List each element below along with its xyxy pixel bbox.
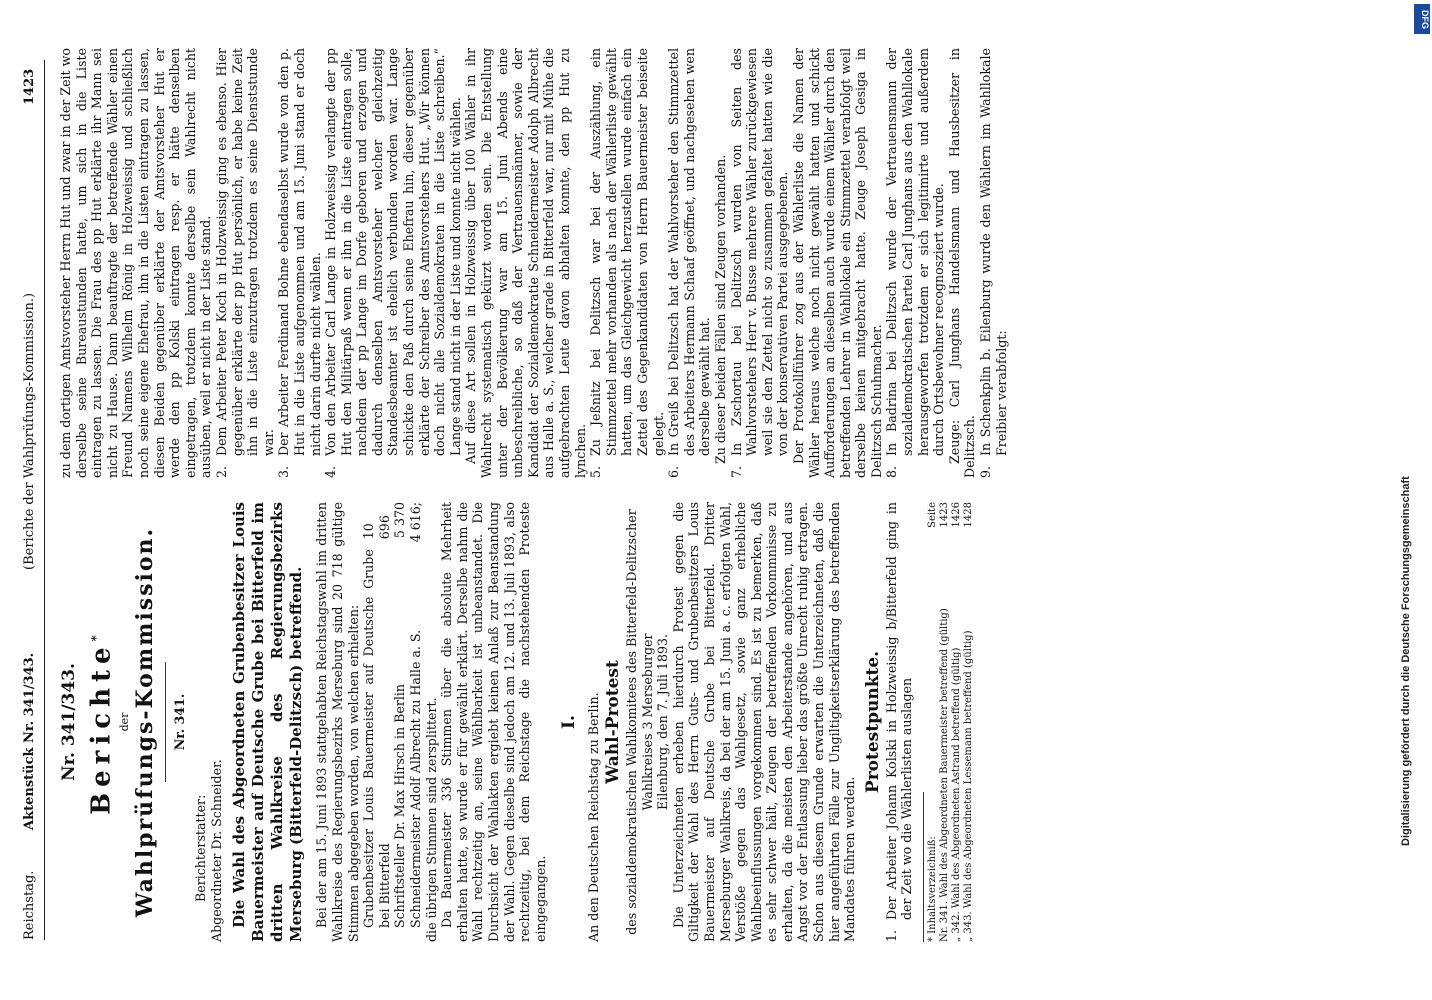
footnote-rule: [923, 792, 924, 942]
list-item: 6. In Greiß bei Delitzsch hat der Wahlvorsteher den Stimmzettel des Arbeiters Hermann Schaaf geöffnet, und nachgesehen wen derselbe gewählt hat.: [666, 48, 713, 478]
header-left: Reichstag.: [22, 870, 37, 940]
paragraph-1: Bei der am 15. Juni 1893 stattgehabten Reichstagswahl im dritten Wahlkreise des Regierungsbezirks Merseburg sind 20 718 gültige Stimmen abgegeben worden, von welchen erhielten:: [314, 502, 361, 942]
paragraph: Auf diese Art sollen in Holzweissig über 100 Wähler in ihr Wahlrecht systematisch gekürzt worden sein. Die Entstellung unter der Bevölkerung war am 15. Juni Abends eine unbeschreibliche, so daß der Vertrauensmänner, sowie der Kandidat der Sozialdemokratie Schneidermeister Adolph Albrecht aus Halle a. S., welcher grade in Bitterfeld war, nur mit Mühe die aufgebrachten Leute davon abhalten konnte, den pp Hut zu lynchen.: [463, 48, 588, 478]
paragraph: Der Protokollführer zog aus der Wählerliste die Namen der Wähler heraus welche noch nicht gewählt hatten und schickt Aufforderungen an dieselben auch wurde einem Wähler durch den betreffenden Lehrer in Wahllokale ein Stimmzettel verabfolgt weil derselbe keinen mitgebracht hatte. Zeuge Joseph Gesiga in Delitzsch Schuhmacher.: [790, 48, 884, 478]
digitization-note: Digitalisierung gefördert durch die Deutsche Forschungsgemeinschaft: [1400, 476, 1412, 846]
footnote-row: „ 342. Wahl des Abgeordneten Astrand betreffend (gültig) 1426: [951, 502, 963, 942]
list-item: 3. Der Arbeiter Ferdinand Bohne ebendaselbst wurde von den p. Hut in die Liste aufgenommen und am 15. Juni stand er doch nicht darin durfte nicht wählen.: [276, 48, 323, 478]
header-right-label: (Berichte der Wahlprüfungs-Kommission.): [22, 292, 37, 570]
footnote-header: * Inhaltsverzeichniß: Seite: [927, 502, 939, 942]
running-header: [22, 60, 44, 940]
paragraph-3: Da Bauermeister 336 Stimmen über die absolute Mehrheit erhalten hatte, so wurde er für gewählt erklärt. Derselbe nahm die Wahl rechtzeitig an, seine Wählbarkeit ist unbeanstandet. Die Durchsicht der Wahlakten ergiebt keinen Anlaß zur Beanstandung der Wahl. Gegen dieselbe sind jedoch am 12. und 13. Juli 1893, also rechtzeitig, bei dem Reichstage die nachstehenden Proteste eingegangen.: [439, 502, 548, 942]
title-word-3: Wahlprüfungs-Kommission.: [131, 526, 158, 918]
points-title: Protestpunkte.: [862, 650, 883, 794]
roman-numeral: I.: [559, 715, 580, 729]
list-item: 8. In Badrina bei Delitzsch wurde der Vertrauensmann der sozialdemokratischen Partei Carl Junghans aus den Wahllokale herausgeworfen trotzdem er sich legitimirte und außerdem durch Ortsbewohner recognosziert wurde.: [884, 48, 947, 478]
vote-row: Grubenbesitzer Louis Bauermeister auf Deutsche Grube bei Bitterfeld 10 696: [361, 515, 392, 928]
page-number: 1423: [22, 68, 37, 105]
footnote-row: „ 343. Wahl des Abgeordneten Lessemann betreffend (gültig) 1428: [963, 502, 975, 942]
list-item: 1. Der Arbeiter Johann Kolski in Holzweissig b/Bitterfeld ging in der Zeit wo die Wählerlisten auslagen: [883, 502, 915, 942]
vote-row: Schriftsteller Dr. Max Hirsch in Berlin 5 370: [392, 502, 408, 928]
list-item: 2. Dem Arbeiter Peter Koch in Holzweissig ging es ebenso. Hier gegenüber erklärte der pp Hut persönlich, er habe keine Zeit ihn in die Liste einzutragen trotzdem es seine Dienststunde war.: [213, 48, 276, 478]
protest-subtitle: des sozialdemokratischen Wahlkomitees des Bitterfeld-Delitzscher Wahlkreises 3 Merseburger: [623, 509, 655, 935]
left-column: [58, 502, 975, 942]
address: An den Deutschen Reichstag zu Berlin.: [586, 692, 602, 942]
right-column: [58, 48, 1009, 478]
list-item: 7. In Zschortau bei Delitzsch wurden von Seiten des Wahlvorstehers Herr v. Busse mehrere Wähler zurückgewiesen weil sie den Zettel nicht so zusammen gefaltet hatten wie die von der konservativen Partei ausgegebenen.: [728, 48, 791, 478]
title-word-1: Berichte*: [86, 629, 117, 815]
vote-row: Schneidermeister Adolf Albrecht zu Halle a. S. 4 616;: [408, 502, 423, 928]
list-item: 5. Zu Jeßnitz bei Delitzsch war bei der Auszählung, ein Stimmzettel mehr vorhanden als nach der Wählerliste gewählt hatten, um das Gleichgewicht herzustellen wurde einfach ein Zettel des Gegenkandidaten von Herrn Bauermeister beiseite gelegt.: [588, 48, 666, 478]
continuation: zu dem dortigen Amtsvorsteher Herrn Hut und zwar in der Zeit wo derselbe seine Bureaustunden hatte, um sich in die Liste eintragen zu lassen. Die Frau des pp Hut erklärte ihr Mann sei nicht zu Hause. Dann beauftragte der betreffende Wähler einen Freund Namens Wilhelm Rönig in Holzweissig und schließlich noch seine eigene Ehefrau, ihn in die Listen eintragen zu lassen, diesen Beiden gegenüber erklärte der Amtsvorsteher Hut er werde den pp Kolski eintragen resp. er hätte denselben eingetragen, trotzdem konnte derselbe sein Wahlrecht nicht ausüben, weil er nicht in der Liste stand.: [58, 48, 214, 478]
rapporteur-label: Berichterstatter:: [193, 794, 209, 902]
paragraph-4: Die Unterzeichneten erheben hierdurch Protest gegen die Giltigkeit der Wahl des Herrn Guts- und Grubenbesitzers Louis Bauermeister auf Deutsche Grube bei Bitterfeld. Dritter Merseburger Wahlkreis, da bei der am 15. Juni a. c. erfolgten Wahl, Verstöße gegen das Wahlgesetz, sowie ganz erhebliche Wahlbeeinflussungen vorgekommen sind. Es ist zu bemerken, daß es sehr schwer hält, Zeugen der betreffenden Vorkommnisse zu erhalten, da die meisten den Arbeiterstande angehören, und aus Angst vor der Entlassung lieber das größte Unrecht ruhig ertragen. Schon aus diesem Grunde erwarten die Unterzeichneten, daß die hier angeführten Fälle zur Ungiltigkeitserklärung des betreffenden Mandates führen werden.: [670, 502, 858, 942]
list-item: 4. Von den Arbeiter Carl Lange in Holzweissig verlangte der pp Hut den Militärpaß wenn er ihn in die Liste eintragen solle, nachdem der pp Lange im Dorfe geboren und erzogen und dadurch denselben Amtsvorsteher welcher gleichzeitig Standesbeamter ist ehelich verbunden worden war. Lange schickte den Paß durch seine Ehefrau hin, dieser gegenüber erklärte der Schreiber des Amtsvorstehers Hut. „Wir können doch nicht alle Sozialdemokraten in die Liste schreiben.“ Lange stand nicht in der Liste und konnte nicht wählen.: [323, 48, 463, 478]
title-number: Nr. 341/343.: [59, 663, 79, 781]
title-word-2: der: [117, 712, 131, 732]
dateline: Eilenburg, den 7. Juli 1893.: [655, 634, 671, 810]
footnote-row: Nr. 341. Wahl des Abgeordneten Bauermeister betreffend (gültig) 1423: [939, 502, 951, 942]
sub-number: Nr. 341.: [171, 693, 187, 751]
paragraph-2: die übrigen Stimmen sind zersplittert.: [423, 697, 439, 942]
divider: [165, 662, 166, 782]
protest-title: Wahl-Protest: [602, 660, 623, 784]
header-rule: [44, 60, 45, 940]
dfg-logo: DFG: [1414, 4, 1430, 34]
list-item: 9. In Schenkplin b. Eilenburg wurde den Wählern im Wahllokale Freibier verabfolgt:: [978, 48, 1009, 478]
rapporteur-name: Abgeordneter Dr. Schneider.: [208, 759, 224, 942]
header-middle: Aktenstück Nr. 341/343.: [22, 652, 37, 830]
paragraph: Zeuge: Carl Junghans Handelsmann und Hausbesitzer in Delitzsch.: [946, 48, 978, 478]
headline: Die Wahl des Abgeordneten Grubenbesitzer Louis Bauermeister auf Deutsche Grube bei Bitterfeld im dritten Wahlkreise des Regierungsbezirks Merseburg (Bitterfeld-Delitzsch) betreffend.: [230, 502, 306, 942]
paragraph: Zu dieser beiden Fällen sind Zeugen vorhanden.: [712, 154, 728, 464]
